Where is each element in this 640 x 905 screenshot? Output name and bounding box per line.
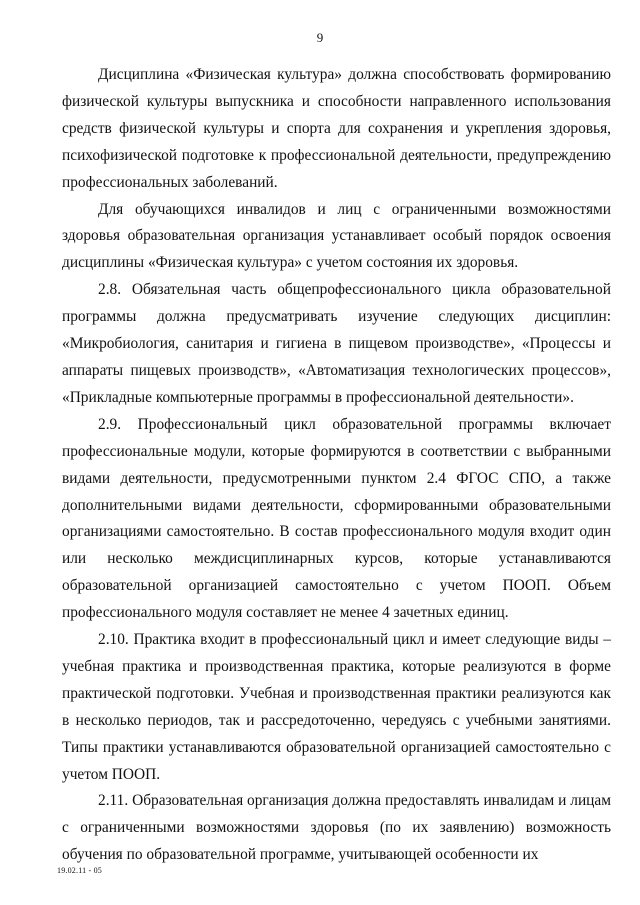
paragraph-physical-culture: Дисциплина «Физическая культура» должна способствовать формированию физической культуры выпускника и способности направленного использования средств физической культуры и спорта для сохранения и укрепления здоровья, психофизической подготовке к профессиональной деятельности, предупреждению профессиональных заболеваний. xyxy=(62,66,611,191)
paragraph-2-9: 2.9. Профессиональный цикл образовательной программы включает профессиональные модули, которые формируются в соответствии с выбранными видами деятельности, предусмотренными пунктом 2.4 ФГОС СПО, а также дополнительными видами деятельности, сформированными образовательными организациями самостоятельно. В состав профессионального модуля входит один или несколько междисциплинарных курсов, которые устанавливаются образовательной организацией самостоятельно с учетом ПООП. Объем профессионального модуля составляет не менее 4 зачетных единиц. xyxy=(62,415,611,622)
paragraph-2-8: 2.8. Обязательная часть общепрофессионального цикла образовательной программы должна предусматривать изучение следующих дисциплин: «Микробиология, санитария и гигиена в пищевом производстве», «Процессы и аппараты пищевых производств», «Автоматизация технологических процессов», «Прикладные компьютерные программы в профессиональной деятельности». xyxy=(62,281,611,406)
document-body xyxy=(62,62,611,869)
page-number: 9 xyxy=(316,30,324,45)
paragraph-disabled-students: Для обучающихся инвалидов и лиц с ограниченными возможностями здоровья образовательная организация устанавливает особый порядок освоения дисциплины «Физическая культура» с учетом состояния их здоровья. xyxy=(62,200,611,272)
paragraph-2-10: 2.10. Практика входит в профессиональный цикл и имеет следующие виды – учебная практика и производственная практика, которые реализуются в форме практической подготовки. Учебная и производственная практики реализуются как в несколько периодов, так и рассредоточенно, чередуясь с учебными занятиями. Типы практики устанавливаются образовательной организацией самостоятельно с учетом ПООП. xyxy=(62,631,611,783)
footer-document-code: 19.02.11 - 05 xyxy=(57,866,102,875)
paragraph-2-11: 2.11. Образовательная организация должна предоставлять инвалидам и лицам с ограниченными возможностями здоровья (по их заявлению) возможность обучения по образовательной программе, учитывающей особенности их xyxy=(62,792,611,864)
